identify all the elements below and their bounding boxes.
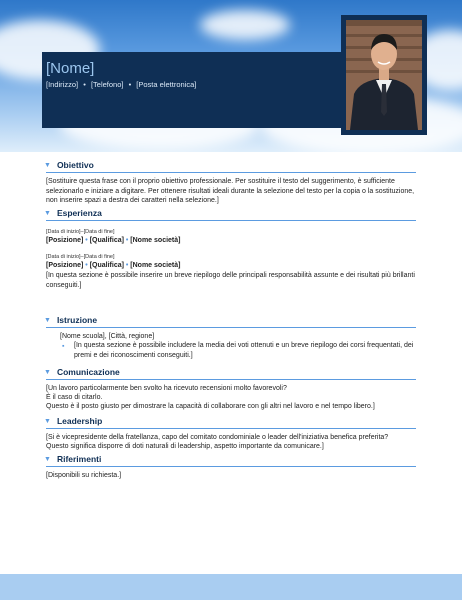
contact-separator: •	[128, 80, 132, 89]
triangle-down-icon[interactable]: ▼	[44, 455, 51, 463]
contact-separator: •	[83, 80, 86, 89]
triangle-down-icon[interactable]: ▼	[44, 417, 51, 425]
communication-line-1[interactable]: [Un lavoro particolarmente ben svolto ha ricevuto recensioni molto favorevoli?	[46, 385, 287, 392]
section-divider	[46, 428, 416, 429]
position-field[interactable]: [Posizione]	[46, 262, 84, 269]
bullet-icon: ▪	[62, 343, 65, 350]
leadership-heading: ▼ Leadership	[44, 416, 103, 426]
address-field[interactable]: [Indirizzo]	[46, 80, 79, 89]
triangle-down-icon[interactable]: ▼	[44, 316, 51, 324]
section-divider	[46, 466, 416, 467]
section-divider	[46, 379, 416, 380]
communication-line-3[interactable]: Questo è il posto giusto per dimostrare la capacità di collaborare con gli altri nel lavoro e nel tempo libero.]	[46, 403, 375, 410]
position-field[interactable]: [Posizione]	[46, 237, 84, 244]
profile-photo[interactable]	[346, 20, 422, 130]
leadership-line-1[interactable]: [Si è vicepresidente della fratellanza, capo del comitato condominiale o leader dell'iniziativa benefica preferita?	[46, 434, 389, 441]
person-photo-icon	[346, 20, 422, 130]
experience-title-line: [Posizione] • [Qualifica] • [Nome società]	[46, 237, 181, 244]
email-field[interactable]: [Posta elettronica]	[136, 80, 197, 89]
section-divider	[46, 220, 416, 221]
footer-band	[0, 574, 462, 600]
company-field[interactable]: [Nome società]	[130, 262, 181, 269]
triangle-down-icon[interactable]: ▼	[44, 368, 51, 376]
education-bullet-text[interactable]: [In questa sezione è possibile includere la media dei voti ottenuti e un breve riepilogo dei corsi frequentati, dei premi e dei riconoscimenti conseguiti.]	[74, 342, 414, 359]
section-divider	[46, 327, 416, 328]
experience-title-line: [Posizione] • [Qualifica] • [Nome società]	[46, 262, 181, 269]
contact-line	[46, 80, 196, 89]
references-heading: ▼ Riferimenti	[44, 454, 102, 464]
references-text[interactable]: [Disponibili su richiesta.]	[46, 472, 122, 479]
experience-dates[interactable]: [Data di inizio]–[Data di fine]	[46, 254, 115, 260]
resume-name[interactable]: [Nome]	[46, 60, 95, 77]
objective-text[interactable]: [Sostituire questa frase con il proprio obiettivo professionale. Per sostituire il testo del suggerimento, è sufficiente selezionarlo e iniziare a digitare. Per ottenere risultati ideali durante la selezione del testo per la copia o la sostituzione, non inserire spazi a destra dei caratteri nella selezione.]	[46, 178, 415, 204]
objective-heading: ▼ Obiettivo	[44, 160, 94, 170]
company-field[interactable]: [Nome società]	[130, 237, 181, 244]
phone-field[interactable]: [Telefono]	[90, 80, 124, 89]
qualification-field[interactable]: [Qualifica]	[89, 262, 124, 269]
education-heading: ▼ Istruzione	[44, 315, 98, 325]
communication-line-2[interactable]: È il caso di citarlo.	[46, 394, 103, 401]
section-divider	[46, 172, 416, 173]
communication-heading: ▼ Comunicazione	[44, 367, 120, 377]
school-line[interactable]: [Nome scuola], [Città, regione]	[60, 333, 155, 340]
triangle-down-icon[interactable]: ▼	[44, 161, 51, 169]
experience-heading: ▼ Esperienza	[44, 208, 102, 218]
triangle-down-icon[interactable]: ▼	[44, 209, 51, 217]
qualification-field[interactable]: [Qualifica]	[89, 237, 124, 244]
experience-dates[interactable]: [Data di inizio]–[Data di fine]	[46, 229, 115, 235]
experience-description[interactable]: [In questa sezione è possibile inserire un breve riepilogo delle principali responsabilità assunte e dei risultati più brillanti conseguiti.]	[46, 272, 415, 289]
leadership-line-2[interactable]: Questo significa disporre di doti naturali di leadership, aspetto importante da comunicare.]	[46, 443, 324, 450]
